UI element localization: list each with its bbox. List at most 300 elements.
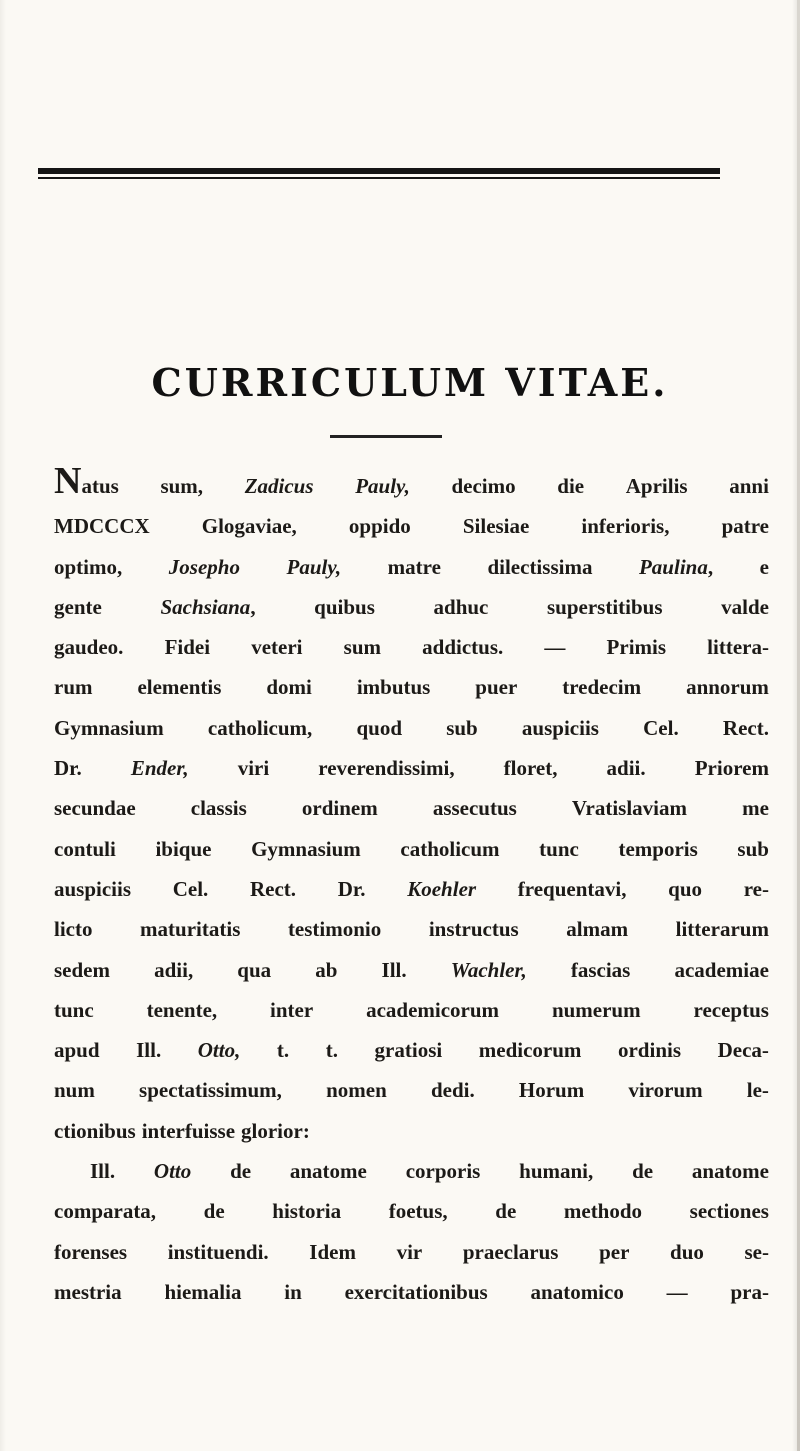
word bbox=[433, 788, 517, 828]
text-run: Dr. bbox=[54, 756, 82, 781]
word bbox=[160, 587, 255, 627]
word bbox=[397, 1232, 423, 1272]
text-run: adhuc bbox=[433, 594, 489, 619]
text-run: e bbox=[759, 554, 769, 579]
text-run: Horum bbox=[518, 1078, 585, 1103]
word bbox=[668, 869, 702, 909]
text-run: auspiciis bbox=[54, 876, 132, 901]
word bbox=[446, 708, 478, 748]
word bbox=[729, 466, 769, 506]
word bbox=[745, 1232, 770, 1272]
word bbox=[389, 1191, 448, 1231]
text-run: floret, bbox=[503, 756, 558, 781]
word bbox=[522, 708, 599, 748]
word bbox=[742, 788, 769, 828]
word bbox=[270, 990, 313, 1030]
text-run: temporis bbox=[618, 836, 698, 861]
word bbox=[344, 627, 381, 667]
text-run: mestria bbox=[54, 1279, 122, 1304]
text-run: Gymnasium bbox=[54, 715, 164, 740]
italic-name: Sachsiana bbox=[160, 594, 251, 619]
text-run: Rect. bbox=[249, 876, 297, 901]
word bbox=[154, 950, 193, 990]
text-run: Cel. bbox=[643, 715, 679, 740]
word bbox=[54, 627, 123, 667]
word bbox=[288, 909, 381, 949]
text-run: gaudeo. bbox=[54, 635, 124, 660]
text-run: dilectissima bbox=[487, 554, 593, 579]
text-run: de bbox=[230, 1159, 252, 1184]
text-run: receptus bbox=[693, 997, 769, 1022]
text-run: Idem bbox=[309, 1239, 356, 1264]
word bbox=[721, 587, 769, 627]
word bbox=[695, 748, 769, 788]
word bbox=[202, 506, 297, 546]
word bbox=[723, 708, 769, 748]
word bbox=[366, 990, 499, 1030]
text-run: le- bbox=[746, 1078, 769, 1103]
text-run: viri bbox=[237, 756, 270, 781]
text-line bbox=[54, 869, 769, 909]
word bbox=[136, 1030, 161, 1070]
text-run: Silesiae bbox=[462, 514, 530, 539]
word bbox=[504, 748, 558, 788]
text-run: num bbox=[54, 1078, 95, 1103]
word bbox=[451, 950, 527, 990]
word bbox=[338, 869, 366, 909]
word bbox=[266, 667, 312, 707]
word bbox=[139, 1070, 282, 1110]
drop-capital: N bbox=[54, 460, 82, 502]
text-run: tredecim bbox=[562, 675, 642, 700]
word bbox=[406, 1151, 481, 1191]
word bbox=[618, 829, 697, 869]
word bbox=[355, 466, 410, 506]
word bbox=[191, 788, 247, 828]
text-run: exercitationibus bbox=[344, 1279, 488, 1304]
word bbox=[607, 748, 646, 788]
page-title: CURRICULUM VITAE. bbox=[151, 360, 669, 405]
text-run: superstitibus bbox=[546, 594, 663, 619]
word bbox=[572, 788, 687, 828]
word bbox=[539, 829, 579, 869]
word bbox=[169, 547, 240, 587]
text-line bbox=[54, 909, 769, 949]
word bbox=[154, 1151, 191, 1191]
word bbox=[718, 1030, 769, 1070]
text-run: methodo bbox=[563, 1199, 643, 1224]
word bbox=[626, 466, 688, 506]
word bbox=[722, 506, 769, 546]
text-run: Gymnasium bbox=[251, 836, 361, 861]
text-run: academiae bbox=[674, 957, 769, 982]
word bbox=[155, 829, 211, 869]
text-line bbox=[54, 667, 769, 707]
text-run: secundae bbox=[54, 796, 136, 821]
word bbox=[429, 909, 519, 949]
text-run: , bbox=[707, 554, 714, 579]
text-run: t. bbox=[276, 1038, 290, 1063]
word bbox=[667, 1272, 688, 1312]
word bbox=[557, 466, 584, 506]
word bbox=[54, 1111, 136, 1151]
word bbox=[566, 909, 628, 949]
word bbox=[284, 1272, 302, 1312]
italic-name: Paulina bbox=[638, 554, 708, 579]
text-run: Glogaviae, bbox=[201, 514, 297, 539]
text-line bbox=[54, 829, 769, 869]
word bbox=[160, 466, 203, 506]
text-run: classis bbox=[190, 796, 247, 821]
word bbox=[676, 909, 769, 949]
word bbox=[90, 1151, 115, 1191]
italic-name: Otto bbox=[153, 1159, 192, 1184]
word bbox=[479, 1030, 582, 1070]
text-run: se- bbox=[744, 1239, 769, 1264]
text-line bbox=[54, 627, 769, 667]
text-run: duo bbox=[670, 1239, 704, 1264]
word bbox=[165, 627, 211, 667]
word bbox=[690, 1191, 769, 1231]
text-run: — bbox=[544, 635, 566, 660]
word bbox=[251, 627, 302, 667]
text-run: gente bbox=[54, 594, 102, 619]
word bbox=[356, 708, 402, 748]
text-run: humani, bbox=[519, 1159, 594, 1184]
text-run: interfuisse bbox=[141, 1118, 236, 1143]
word bbox=[277, 1030, 289, 1070]
text-run: Cel. bbox=[172, 876, 209, 901]
text-run: ordinis bbox=[617, 1038, 682, 1063]
word bbox=[463, 506, 530, 546]
word bbox=[173, 869, 209, 909]
text-run: inferioris, bbox=[581, 514, 670, 539]
text-line bbox=[54, 708, 769, 748]
word bbox=[357, 667, 431, 707]
text-run: elementis bbox=[137, 675, 222, 700]
word bbox=[137, 667, 221, 707]
word bbox=[632, 1151, 653, 1191]
word bbox=[564, 1191, 642, 1231]
text-run: annorum bbox=[686, 675, 769, 700]
word bbox=[400, 829, 499, 869]
text-run: re- bbox=[743, 876, 769, 901]
word bbox=[204, 1191, 225, 1231]
word bbox=[431, 1070, 475, 1110]
word bbox=[422, 627, 503, 667]
word bbox=[694, 990, 769, 1030]
text-run: contuli bbox=[54, 836, 116, 861]
word bbox=[326, 1070, 387, 1110]
word bbox=[519, 1070, 584, 1110]
word bbox=[54, 587, 102, 627]
text-run: tunc bbox=[539, 836, 579, 861]
text-run: Ill. bbox=[381, 957, 407, 982]
title-underline-rule bbox=[330, 435, 442, 438]
word bbox=[54, 1070, 95, 1110]
text-run: de bbox=[203, 1199, 225, 1224]
text-run: sub bbox=[446, 715, 478, 740]
text-run: adii. bbox=[606, 756, 646, 781]
word bbox=[518, 869, 627, 909]
text-run: anatome bbox=[289, 1159, 367, 1184]
text-line bbox=[54, 506, 769, 546]
word bbox=[290, 1151, 367, 1191]
word bbox=[318, 748, 454, 788]
text-run: Deca- bbox=[717, 1038, 769, 1063]
text-run: instituendi. bbox=[167, 1239, 269, 1264]
word bbox=[54, 460, 119, 506]
text-run: Ill. bbox=[136, 1038, 162, 1063]
text-run: virorum bbox=[628, 1078, 703, 1103]
text-run: reverendissimi, bbox=[318, 756, 455, 781]
text-run: quod bbox=[356, 715, 403, 740]
text-line bbox=[54, 1191, 769, 1231]
italic-name: Otto, bbox=[197, 1038, 241, 1063]
text-run: gratiosi bbox=[374, 1038, 443, 1063]
text-run: spectatissimum, bbox=[139, 1078, 282, 1103]
word bbox=[54, 1272, 122, 1312]
word bbox=[168, 1232, 269, 1272]
text-run: de bbox=[495, 1199, 517, 1224]
text-run: decimo bbox=[451, 474, 516, 498]
word bbox=[54, 667, 93, 707]
text-run: domi bbox=[266, 675, 312, 700]
text-run: nomen bbox=[326, 1078, 387, 1103]
word bbox=[251, 829, 361, 869]
italic-name: Pauly, bbox=[355, 474, 410, 498]
text-run: valde bbox=[721, 594, 769, 619]
text-run: ctionibus bbox=[54, 1118, 136, 1143]
word bbox=[519, 1151, 593, 1191]
text-run: t. bbox=[325, 1038, 338, 1063]
text-run: die bbox=[557, 474, 585, 498]
text-run: addictus. bbox=[422, 635, 504, 660]
text-line bbox=[54, 1232, 769, 1272]
word bbox=[54, 950, 110, 990]
word bbox=[643, 708, 679, 748]
word bbox=[692, 1151, 769, 1191]
text-run: Dr. bbox=[337, 876, 366, 901]
text-run: litterarum bbox=[675, 917, 769, 942]
word bbox=[54, 506, 150, 546]
text-run: ibique bbox=[155, 836, 212, 861]
text-run: Fidei bbox=[164, 635, 211, 660]
word bbox=[54, 1030, 100, 1070]
word bbox=[607, 627, 666, 667]
text-run: apud bbox=[54, 1038, 100, 1063]
word bbox=[237, 950, 271, 990]
text-run: sum bbox=[343, 635, 382, 660]
header-double-rule bbox=[38, 168, 720, 179]
word bbox=[241, 1111, 310, 1151]
text-run: inter bbox=[270, 997, 314, 1022]
word bbox=[349, 506, 411, 546]
text-run: anatome bbox=[691, 1159, 769, 1184]
text-run: me bbox=[742, 796, 769, 821]
word bbox=[54, 990, 94, 1030]
word bbox=[345, 1272, 488, 1312]
text-run: glorior: bbox=[241, 1118, 310, 1143]
word bbox=[302, 788, 378, 828]
text-run: Primis bbox=[606, 635, 667, 660]
word bbox=[581, 506, 669, 546]
text-run: ab bbox=[315, 957, 338, 982]
word bbox=[674, 950, 768, 990]
word bbox=[272, 1191, 341, 1231]
word bbox=[547, 587, 663, 627]
text-run: licto bbox=[54, 917, 93, 942]
word bbox=[287, 547, 342, 587]
word bbox=[670, 1232, 704, 1272]
text-run: quo bbox=[668, 876, 703, 901]
word bbox=[552, 990, 641, 1030]
word bbox=[487, 547, 592, 587]
word bbox=[628, 1070, 702, 1110]
word bbox=[407, 869, 476, 909]
text-run: tunc bbox=[54, 997, 94, 1022]
word bbox=[375, 1030, 443, 1070]
text-line bbox=[54, 547, 769, 587]
header-rule-thick bbox=[38, 168, 720, 174]
text-run: fascias bbox=[570, 957, 631, 982]
text-run: rum bbox=[54, 675, 93, 700]
text-run: quibus bbox=[314, 594, 375, 619]
text-run: sum, bbox=[160, 474, 204, 498]
text-run: pra- bbox=[730, 1279, 769, 1304]
word bbox=[250, 869, 296, 909]
word bbox=[686, 667, 769, 707]
word bbox=[760, 547, 769, 587]
text-run: Priorem bbox=[694, 756, 769, 781]
text-run: puer bbox=[475, 675, 518, 700]
text-run: qua bbox=[237, 957, 272, 982]
text-run: ordinem bbox=[301, 796, 378, 821]
word bbox=[147, 990, 218, 1030]
word bbox=[451, 466, 515, 506]
header-rule-thin bbox=[38, 177, 720, 179]
word bbox=[495, 1191, 516, 1231]
text-run: testimonio bbox=[287, 917, 382, 942]
text-run: littera- bbox=[707, 635, 769, 660]
text-run: almam bbox=[566, 917, 629, 942]
word bbox=[54, 869, 131, 909]
word bbox=[571, 950, 631, 990]
word bbox=[245, 466, 314, 506]
text-run: Rect. bbox=[722, 715, 769, 740]
text-run: foetus, bbox=[388, 1199, 448, 1224]
word bbox=[54, 909, 92, 949]
word bbox=[388, 547, 441, 587]
word bbox=[618, 1030, 681, 1070]
word bbox=[54, 829, 116, 869]
text-run: in bbox=[284, 1279, 302, 1304]
text-run: assecutus bbox=[432, 796, 517, 821]
word bbox=[140, 909, 240, 949]
text-line bbox=[54, 460, 769, 506]
text-run: per bbox=[599, 1239, 630, 1264]
text-run: oppido bbox=[348, 514, 411, 539]
word bbox=[54, 748, 82, 788]
word bbox=[314, 587, 375, 627]
word bbox=[131, 748, 189, 788]
word bbox=[639, 547, 713, 587]
text-run: atus bbox=[81, 474, 119, 498]
word bbox=[315, 950, 337, 990]
text-line bbox=[54, 1111, 769, 1151]
text-line bbox=[54, 788, 769, 828]
text-run: catholicum, bbox=[207, 715, 313, 740]
text-run: , bbox=[250, 594, 256, 619]
text-run: instructus bbox=[428, 917, 519, 942]
text-line bbox=[54, 950, 769, 990]
text-run: comparata, bbox=[54, 1199, 157, 1224]
text-run: anatomico bbox=[530, 1279, 624, 1304]
text-run: tenente, bbox=[146, 997, 218, 1022]
word bbox=[737, 829, 769, 869]
word bbox=[230, 1151, 251, 1191]
word bbox=[531, 1272, 624, 1312]
text-run: optimo, bbox=[54, 554, 123, 579]
text-run: vir bbox=[396, 1239, 423, 1264]
word bbox=[707, 627, 769, 667]
text-run: dedi. bbox=[430, 1078, 475, 1103]
text-run: catholicum bbox=[400, 836, 500, 861]
word bbox=[54, 1232, 127, 1272]
word bbox=[309, 1232, 356, 1272]
text-run: maturitatis bbox=[140, 917, 241, 942]
text-line bbox=[54, 587, 769, 627]
text-run: sub bbox=[737, 836, 769, 861]
text-run: frequentavi, bbox=[517, 876, 627, 901]
italic-name: Koehler bbox=[407, 876, 477, 901]
word bbox=[164, 1272, 241, 1312]
body-text bbox=[54, 460, 769, 1312]
word bbox=[747, 1070, 769, 1110]
text-run: matre bbox=[387, 554, 441, 579]
text-run: praeclarus bbox=[462, 1239, 559, 1264]
text-run: sectiones bbox=[689, 1199, 769, 1224]
word bbox=[238, 748, 270, 788]
word bbox=[562, 667, 641, 707]
word bbox=[599, 1232, 629, 1272]
text-run: Ill. bbox=[90, 1159, 116, 1184]
word bbox=[54, 547, 122, 587]
text-line bbox=[54, 748, 769, 788]
text-run: Vratislaviam bbox=[571, 796, 688, 821]
word bbox=[463, 1232, 559, 1272]
text-run: anni bbox=[729, 474, 769, 498]
text-run: hiemalia bbox=[164, 1279, 242, 1304]
word bbox=[54, 788, 136, 828]
word bbox=[744, 869, 769, 909]
text-run: sedem bbox=[54, 957, 110, 982]
text-run: de bbox=[632, 1159, 654, 1184]
text-run: historia bbox=[272, 1199, 342, 1224]
text-run: imbutus bbox=[356, 675, 431, 700]
word bbox=[475, 667, 517, 707]
text-run: auspiciis bbox=[521, 715, 599, 740]
italic-name: Pauly, bbox=[286, 554, 342, 579]
word bbox=[326, 1030, 338, 1070]
italic-name: Josepho bbox=[168, 554, 240, 579]
word bbox=[382, 950, 407, 990]
word bbox=[54, 708, 164, 748]
text-run: numerum bbox=[551, 997, 641, 1022]
text-run: adii, bbox=[154, 957, 194, 982]
text-run: veteri bbox=[251, 635, 303, 660]
word bbox=[198, 1030, 241, 1070]
